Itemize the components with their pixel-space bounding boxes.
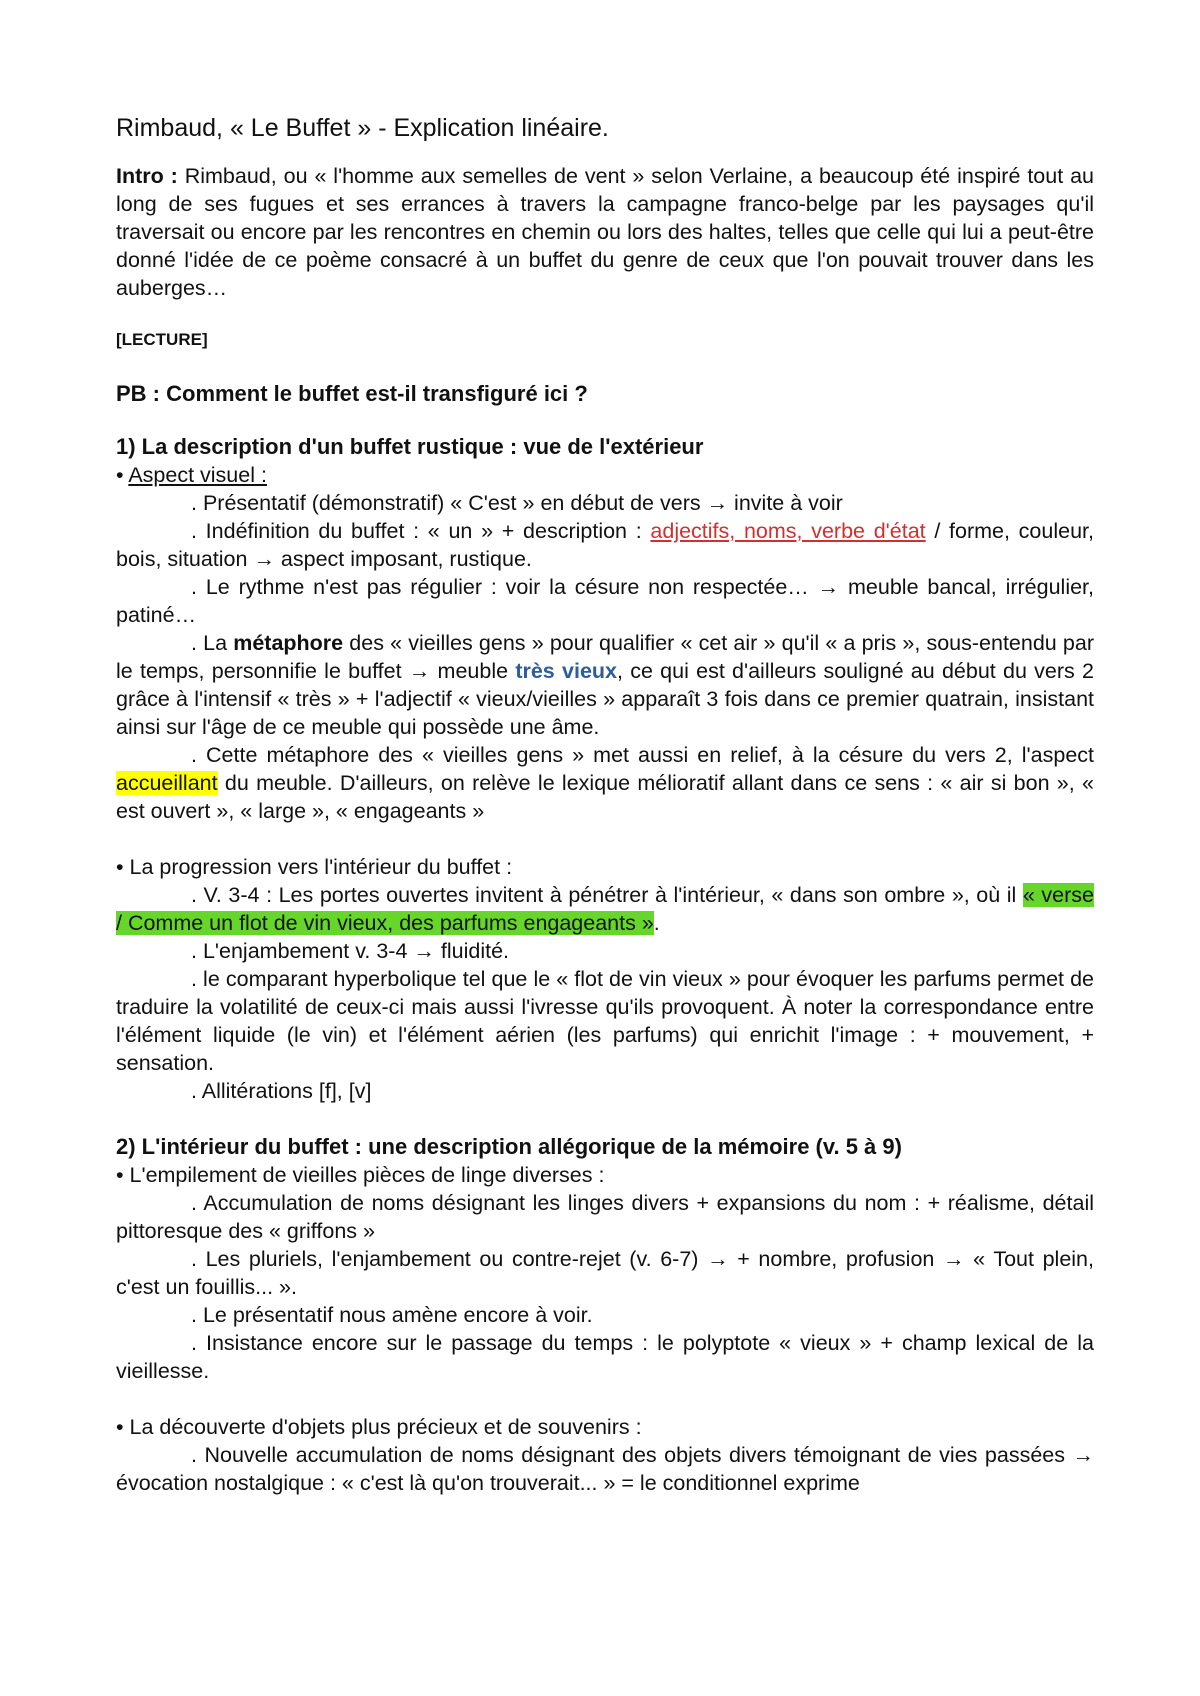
bullet-aspect-visuel xyxy=(116,461,1094,489)
point-accueillant-text: . Cette métaphore des « vieilles gens » met aussi en relief, à la césure du vers 2, l'aspect xyxy=(191,743,1094,767)
point-allitterations: . Allitérations [f], [v] xyxy=(191,1079,372,1103)
point-indefinition-text: . Indéfinition du buffet : « un » + description : xyxy=(191,519,651,543)
section-2-heading: 2) L'intérieur du buffet : une description allégorique de la mémoire (v. 5 à 9) xyxy=(116,1134,902,1159)
point-accumulation: . Accumulation de noms désignant les linges divers + expansions du nom : + réalisme, détail pittoresque des « griffons » xyxy=(116,1191,1094,1243)
point-comparant: . le comparant hyperbolique tel que le « flot de vin vieux » pour évoquer les parfums permet de traduire la volatilité de ceux-ci mais aussi l'ivresse qu'ils provoquent. À noter la correspondance entre l'élément liquide (le vin) et l'élément aérien (les parfums) qui enrichit l'image : + mouvement, + sensation. xyxy=(116,967,1094,1075)
point-enjambement: . L'enjambement v. 3-4 → fluidité. xyxy=(191,939,509,963)
point-presentatif: . Présentatif (démonstratif) « C'est » en début de vers → invite à voir xyxy=(191,491,843,515)
intro-paragraph xyxy=(116,162,1094,302)
problematique: PB : Comment le buffet est-il transfiguré ici ? xyxy=(116,381,588,406)
bullet-marker: • xyxy=(116,463,129,487)
yellow-highlight: accueillant xyxy=(116,771,218,795)
point-metaphore xyxy=(116,629,1094,741)
spacer xyxy=(116,825,1094,853)
point-portes-ouvertes xyxy=(116,881,1094,937)
red-underlined-phrase: adjectifs, noms, verbe d'état xyxy=(650,519,926,543)
point-metaphore-text-end: , ce qui est d'ailleurs souligné au début du vers 2 grâce à l'intensif « très » + l'adjectif « vieux/vieilles » apparaît 3 fois dans ce premier quatrain, insistant ainsi sur l'âge de ce meuble qui possède une âme. xyxy=(116,659,1094,739)
point-portes-text: . V. 3-4 : Les portes ouvertes invitent à pénétrer à l'intérieur, « dans son ombre », où il xyxy=(191,883,1023,907)
bullet-empilement: • L'empilement de vieilles pièces de linge diverses : xyxy=(116,1163,605,1187)
point-presentatif-2: . Le présentatif nous amène encore à voir. xyxy=(191,1303,593,1327)
bullet-progression: • La progression vers l'intérieur du buffet : xyxy=(116,855,513,879)
point-insistance: . Insistance encore sur le passage du temps : le polyptote « vieux » + champ lexical de la vieillesse. xyxy=(116,1331,1094,1383)
point-pluriels: . Les pluriels, l'enjambement ou contre-rejet (v. 6-7) → + nombre, profusion → « Tout plein, c'est un fouillis... ». xyxy=(116,1247,1094,1299)
bold-term-metaphore: métaphore xyxy=(233,631,344,655)
point-portes-text-end: . xyxy=(653,911,660,935)
blue-bold-phrase: très vieux xyxy=(515,659,617,683)
document-title: Rimbaud, « Le Buffet » - Explication linéaire. xyxy=(116,114,609,142)
point-indefinition xyxy=(116,517,1094,573)
green-highlight: « verse / Comme un flot de vin vieux, des parfums engageants » xyxy=(116,883,1094,935)
point-indefinition-text-end: / forme, couleur, bois, situation → aspect imposant, rustique. xyxy=(116,519,1094,571)
bullet-aspect-visuel-label: Aspect visuel : xyxy=(128,463,267,487)
spacer xyxy=(116,1385,1094,1413)
point-metaphore-text-mid: des « vieilles gens » pour qualifier « cet air » qu'il « a pris », sous-entendu par le temps, personnifie le buffet → meuble xyxy=(116,631,1094,683)
lecture-marker: [LECTURE] xyxy=(116,330,208,349)
point-accueillant xyxy=(116,741,1094,825)
intro-text: Rimbaud, ou « l'homme aux semelles de vent » selon Verlaine, a beaucoup été inspiré tout au long de ses fugues et ses errances à travers la campagne franco-belge par les paysages qu'il traversait ou encore par les rencontres en chemin ou lors des haltes, telles que celle qui lui a peut-être donné l'idée de ce poème consacré à un buffet du genre de ceux que l'on pouvait trouver dans les auberges… xyxy=(116,164,1094,300)
document-page xyxy=(116,112,1094,1497)
point-rythme: . Le rythme n'est pas régulier : voir la césure non respectée… → meuble bancal, irrégulier, patiné… xyxy=(116,575,1094,627)
intro-label: Intro : xyxy=(116,164,178,188)
bullet-decouverte: • La découverte d'objets plus précieux et de souvenirs : xyxy=(116,1415,642,1439)
point-nouvelle-accumulation: . Nouvelle accumulation de noms désignant des objets divers témoignant de vies passées → évocation nostalgique : « c'est là qu'on trouverait... » = le conditionnel exprime xyxy=(116,1443,1094,1495)
point-metaphore-text: . La xyxy=(191,631,234,655)
spacer xyxy=(116,1105,1094,1133)
section-1-heading: 1) La description d'un buffet rustique : vue de l'extérieur xyxy=(116,434,704,459)
point-accueillant-text-end: du meuble. D'ailleurs, on relève le lexique mélioratif allant dans ce sens : « air si bon », « est ouvert », « large », « engageants » xyxy=(116,771,1094,823)
